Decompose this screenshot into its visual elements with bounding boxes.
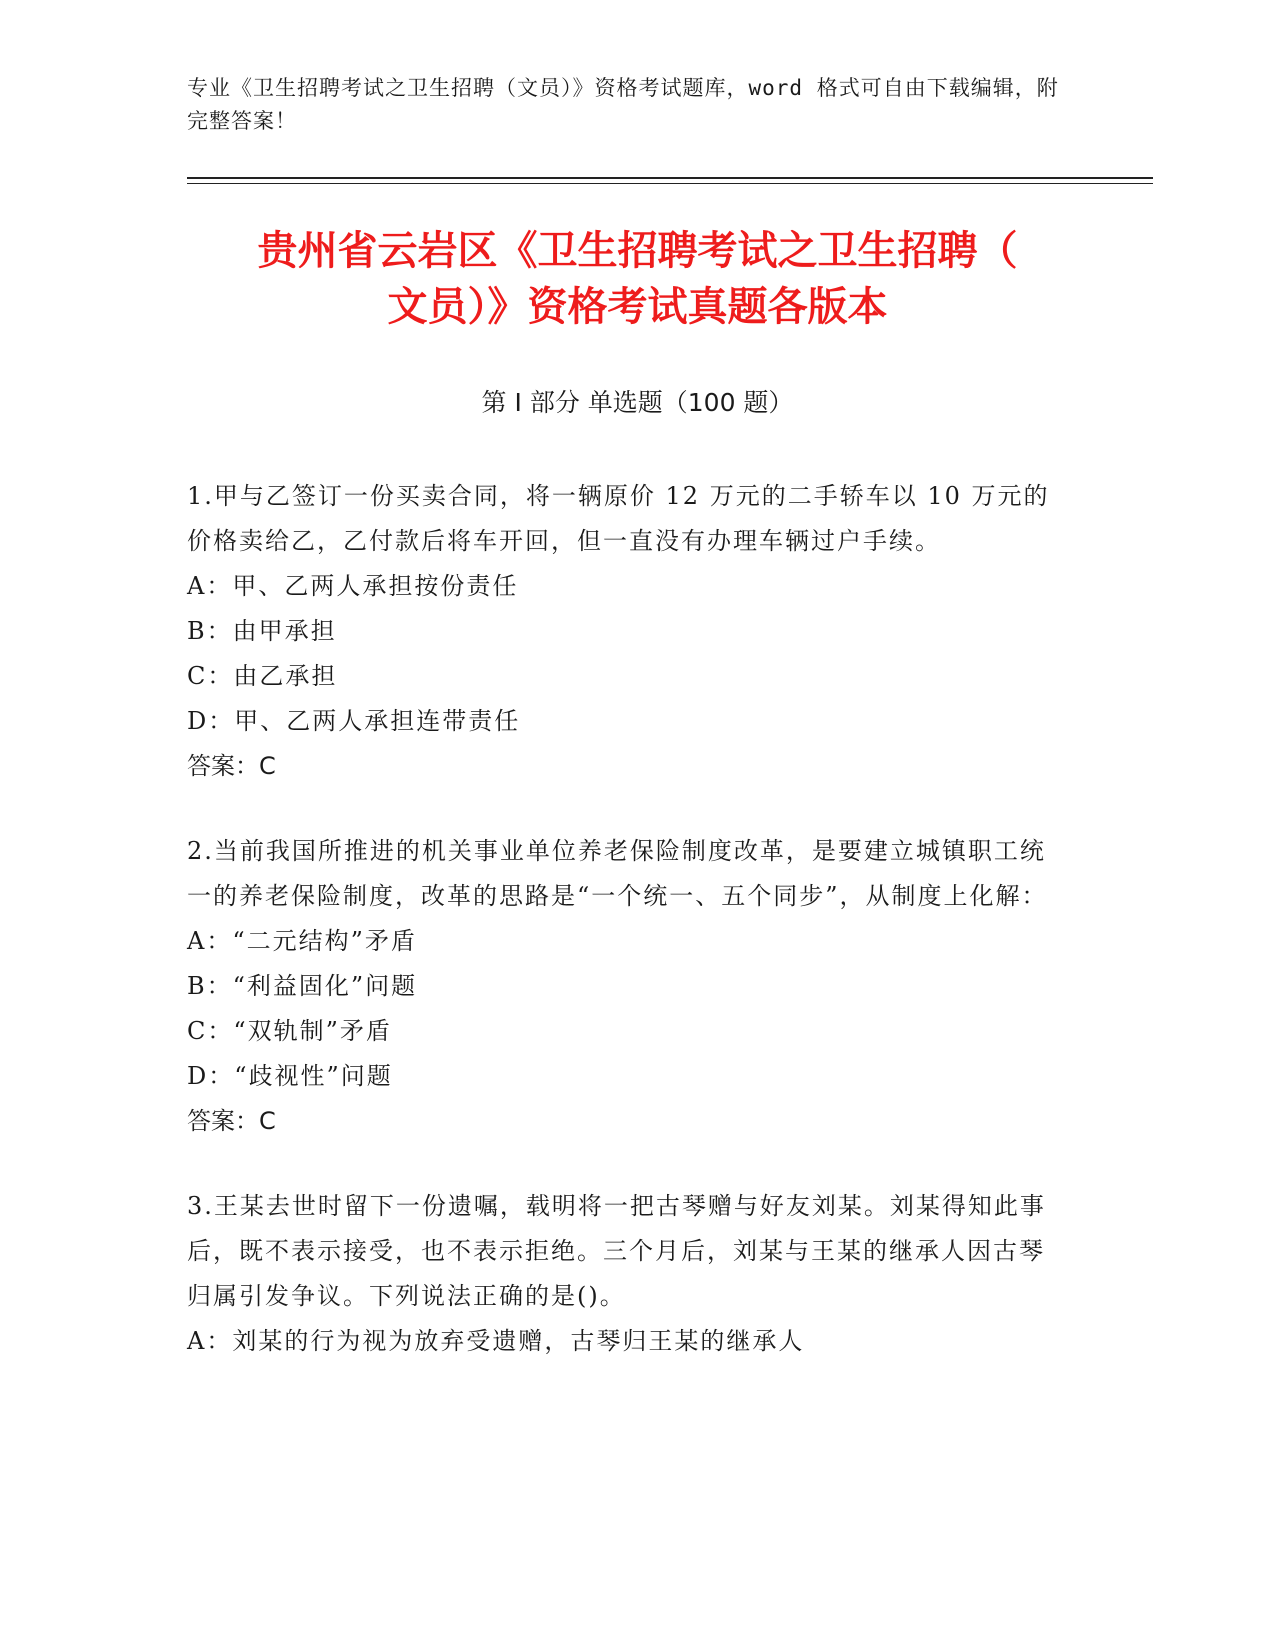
section-title: 第 I 部分 单选题（100 题） [481, 388, 794, 417]
option-c: C：由乙承担 [187, 662, 338, 690]
answer: 答案：C [187, 1107, 276, 1135]
option-b: B：“利益固化”问题 [187, 972, 418, 1000]
document-title [150, 223, 1125, 335]
header-divider [187, 177, 1153, 179]
question-stem: 3.王某去世时留下一份遗嘱，载明将一把古琴赠与好友刘某。刘某得知此事后，既不表示接受，也不表示拒绝。三个月后，刘某与王某的继承人因古琴归属引发争议。下列说法正确的是()。 [187, 1192, 1046, 1310]
question-1 [187, 474, 1057, 789]
option-c: C：“双轨制”矛盾 [187, 1017, 392, 1045]
option-a: A：“二元结构”矛盾 [187, 927, 417, 955]
answer: 答案：C [187, 752, 276, 780]
question-2 [187, 829, 1057, 1144]
option-a: A：刘某的行为视为放弃受遗赠，古琴归王某的继承人 [187, 1327, 805, 1355]
option-d: D：甲、乙两人承担连带责任 [187, 707, 521, 735]
question-stem: 1.甲与乙签订一份买卖合同，将一辆原价 12 万元的二手轿车以 10 万元的价格卖给乙，乙付款后将车开回，但一直没有办理车辆过户手续。 [187, 482, 1050, 555]
question-3 [187, 1184, 1057, 1364]
header-note: 专业《卫生招聘考试之卫生招聘（文员）》资格考试题库，word 格式可自由下载编辑，附完整答案！ [187, 76, 1059, 133]
option-b: B：由甲承担 [187, 617, 337, 645]
document-title-line-2: 文员）》资格考试真题各版本 [387, 284, 888, 330]
document-title-line-1: 贵州省云岩区《卫生招聘考试之卫生招聘（ [257, 228, 1018, 274]
header-divider-thin [187, 183, 1153, 184]
option-a: A：甲、乙两人承担按份责任 [187, 572, 519, 600]
question-stem: 2.当前我国所推进的机关事业单位养老保险制度改革，是要建立城镇职工统一的养老保险制度，改革的思路是“一个统一、五个同步”，从制度上化解： [187, 837, 1048, 910]
option-d: D：“歧视性”问题 [187, 1062, 393, 1090]
question-list [187, 474, 1057, 1404]
